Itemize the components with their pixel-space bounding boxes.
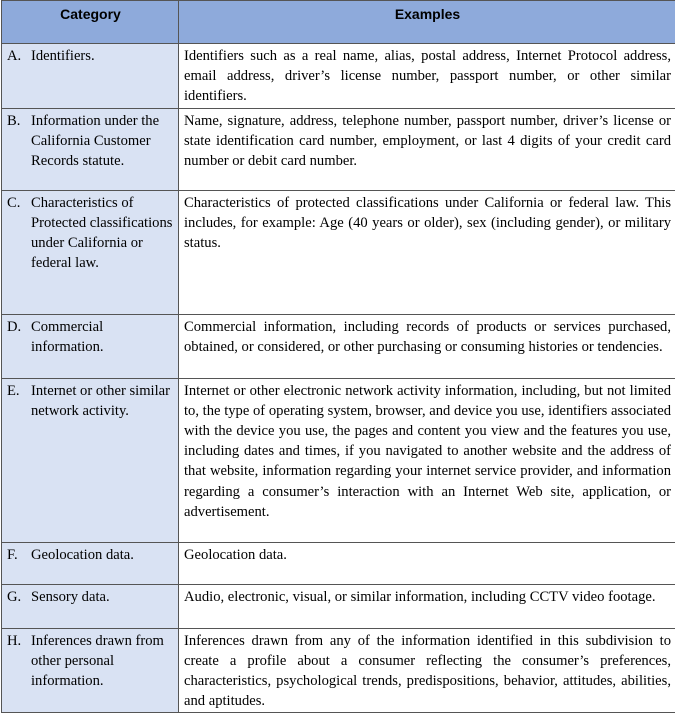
header-row — [2, 1, 675, 44]
category-letter: D. — [7, 318, 22, 335]
table-row — [2, 108, 675, 190]
category-name: Characteristics of Protected classifications under California or federal law. — [31, 194, 173, 272]
examples-cell: Characteristics of protected classifications under California or federal law. This includes, for example: Age (40 years or older), sex (including gender), or military status. — [179, 190, 675, 314]
examples-cell: Identifiers such as a real name, alias, postal address, Internet Protocol address, email address, driver’s license number, passport number, or other similar identifiers. — [179, 44, 675, 109]
table-row — [2, 190, 675, 314]
category-cell — [2, 44, 179, 109]
category-name: Geolocation data. — [31, 546, 134, 563]
category-name: Internet or other similar network activity. — [31, 382, 170, 419]
category-name: Information under the California Customer Records statute. — [31, 112, 160, 170]
category-letter: A. — [7, 48, 22, 64]
examples-cell: Internet or other electronic network activity information, including, but not limited to, the type of operating system, browser, and device you use, identifiers associated with the device you use, the pages and content you view and the features you use, including dates and times, if you navigated to another website and the address of that website, information regarding your internet service provider, and information regarding a consumer’s interaction with an Internet Web site, application, or advertisement. — [179, 378, 675, 542]
category-name: Inferences drawn from other personal information. — [31, 632, 164, 690]
examples-cell: Inferences drawn from any of the information identified in this subdivision to create a profile about a consumer reflecting the consumer’s preferences, characteristics, psychological trends, predispositions, behavior, attitudes, abilities, and aptitudes. — [179, 628, 675, 713]
table-row — [2, 542, 675, 584]
category-cell — [2, 584, 179, 628]
category-letter: F. — [7, 546, 18, 563]
category-header: Category — [2, 1, 179, 44]
table-row — [2, 628, 675, 713]
examples-cell: Name, signature, address, telephone number, passport number, driver’s license or state identification card number, employment, or last 4 digits of your credit card number or debit card number. — [179, 108, 675, 190]
category-cell — [2, 628, 179, 713]
examples-cell: Audio, electronic, visual, or similar information, including CCTV video footage. — [179, 584, 675, 628]
category-letter: G. — [7, 588, 22, 605]
personal-information-categories-table — [1, 0, 675, 713]
category-letter: E. — [7, 382, 20, 399]
examples-cell: Geolocation data. — [179, 542, 675, 584]
category-letter: H. — [7, 632, 22, 649]
examples-header: Examples — [179, 1, 675, 44]
table-row — [2, 378, 675, 542]
category-cell — [2, 378, 179, 542]
table-row — [2, 314, 675, 378]
table-row — [2, 584, 675, 628]
category-name: Identifiers. — [31, 48, 95, 64]
category-letter: C. — [7, 194, 21, 211]
category-cell — [2, 542, 179, 584]
category-name: Commercial information. — [31, 318, 104, 355]
category-cell — [2, 190, 179, 314]
category-letter: B. — [7, 112, 21, 129]
category-name: Sensory data. — [31, 588, 110, 605]
category-cell — [2, 314, 179, 378]
table-row — [2, 44, 675, 109]
category-cell — [2, 108, 179, 190]
examples-cell: Commercial information, including records of products or services purchased, obtained, or considered, or other purchasing or consuming histories or tendencies. — [179, 314, 675, 378]
